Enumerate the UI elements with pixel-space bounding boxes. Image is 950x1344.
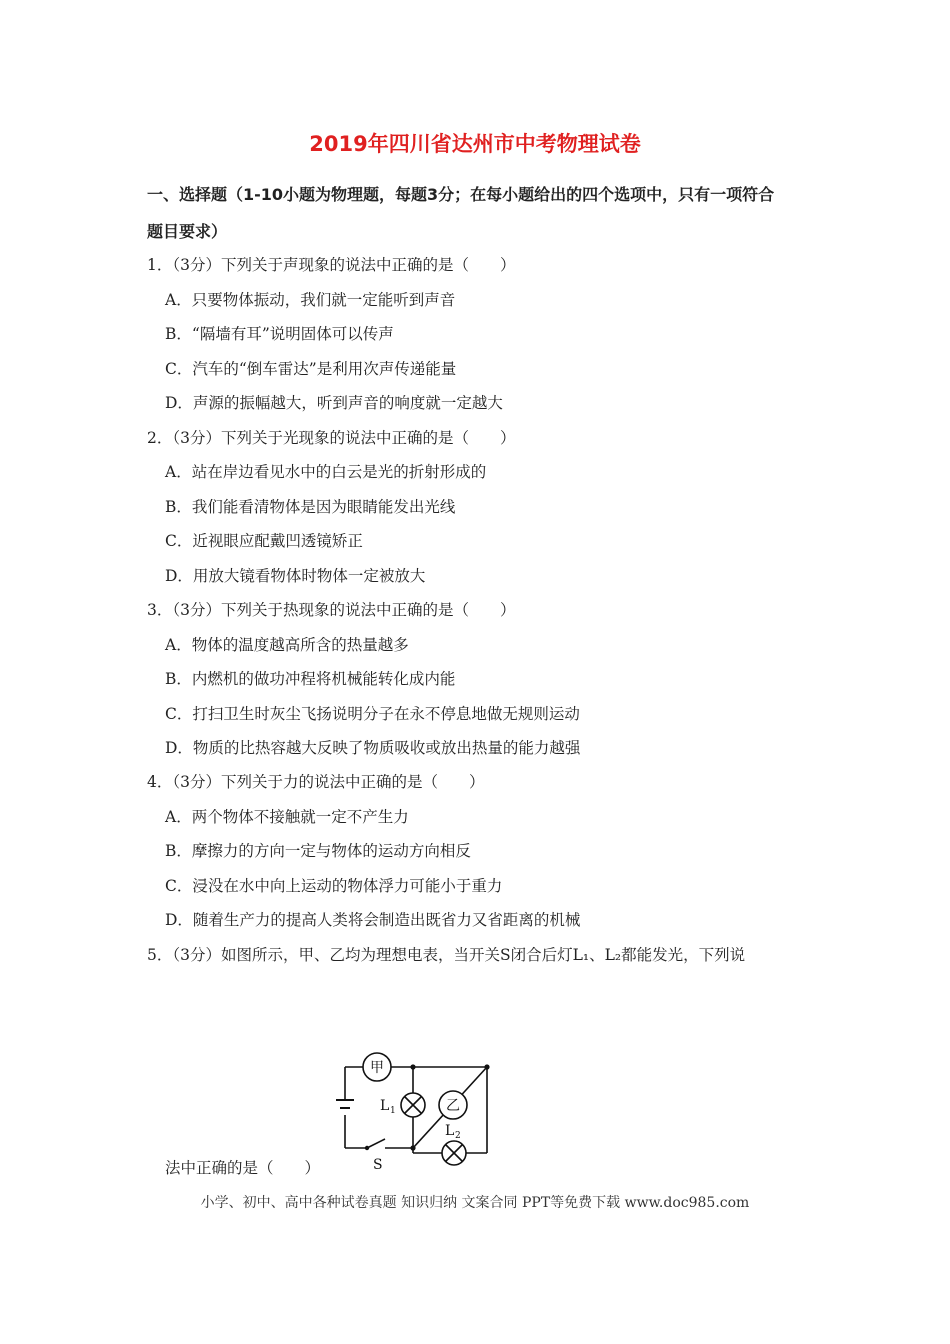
lamp-l1-label: L bbox=[380, 1098, 390, 1114]
question-4-option-d: D．随着生产力的提高人类将会制造出既省力又省距离的机械 bbox=[165, 911, 581, 929]
page-title: 2019年四川省达州市中考物理试卷 bbox=[309, 132, 641, 156]
section-heading: 一、选择题（1-10小题为物理题，每题3分；在每小题给出的四个选项中，只有一项符合 bbox=[147, 185, 775, 204]
switch-s-label: S bbox=[373, 1157, 383, 1173]
question-3-stem: 3．（3分）下列关于热现象的说法中正确的是（ ） bbox=[147, 601, 516, 619]
question-2-option-c: C．近视眼应配戴凹透镜矫正 bbox=[165, 532, 363, 550]
meter-jia-label: 甲 bbox=[370, 1060, 384, 1076]
lamp-l1-subscript: 1 bbox=[390, 1106, 396, 1116]
question-3-option-d: D．物质的比热容越大反映了物质吸收或放出热量的能力越强 bbox=[165, 739, 581, 757]
circuit-diagram bbox=[325, 1045, 500, 1175]
question-1-stem: 1．（3分）下列关于声现象的说法中正确的是（ ） bbox=[147, 256, 516, 274]
question-3-option-b: B．内燃机的做功冲程将机械能转化成内能 bbox=[165, 670, 456, 688]
question-4-option-b: B．摩擦力的方向一定与物体的运动方向相反 bbox=[165, 842, 471, 860]
lamp-l2-subscript: 2 bbox=[455, 1131, 461, 1141]
question-1-option-a: A．只要物体振动，我们就一定能听到声音 bbox=[165, 291, 456, 309]
question-2-option-d: D．用放大镜看物体时物体一定被放大 bbox=[165, 567, 426, 585]
question-2-option-a: A．站在岸边看见水中的白云是光的折射形成的 bbox=[165, 463, 487, 481]
page-footer: 小学、初中、高中各种试卷真题 知识归纳 文案合同 PPT等免费下载 www.doc985.com bbox=[200, 1195, 750, 1211]
question-2-stem: 2．（3分）下列关于光现象的说法中正确的是（ ） bbox=[147, 429, 516, 447]
question-5-stem-cont: 法中正确的是（ ） bbox=[165, 1159, 321, 1177]
question-3-option-a: A．物体的温度越高所含的热量越多 bbox=[165, 636, 409, 654]
question-2-option-b: B．我们能看清物体是因为眼睛能发出光线 bbox=[165, 498, 456, 516]
question-4-option-a: A．两个物体不接触就一定不产生力 bbox=[165, 808, 409, 826]
question-4-stem: 4．（3分）下列关于力的说法中正确的是（ ） bbox=[147, 773, 485, 791]
question-4-option-c: C．浸没在水中向上运动的物体浮力可能小于重力 bbox=[165, 877, 503, 895]
question-1-option-b: B．“隔墙有耳”说明固体可以传声 bbox=[165, 325, 394, 343]
question-3-option-c: C．打扫卫生时灰尘飞扬说明分子在永不停息地做无规则运动 bbox=[165, 705, 580, 723]
meter-yi-label: 乙 bbox=[446, 1098, 460, 1114]
question-5-stem: 5．（3分）如图所示，甲、乙均为理想电表，当开关S闭合后灯L₁、L₂都能发光，下列说 bbox=[147, 946, 746, 964]
lamp-l2-label: L bbox=[445, 1123, 455, 1139]
question-1-option-d: D．声源的振幅越大，听到声音的响度就一定越大 bbox=[165, 394, 503, 412]
section-heading-cont: 题目要求） bbox=[147, 222, 228, 241]
question-1-option-c: C．汽车的“倒车雷达”是利用次声传递能量 bbox=[165, 360, 457, 378]
